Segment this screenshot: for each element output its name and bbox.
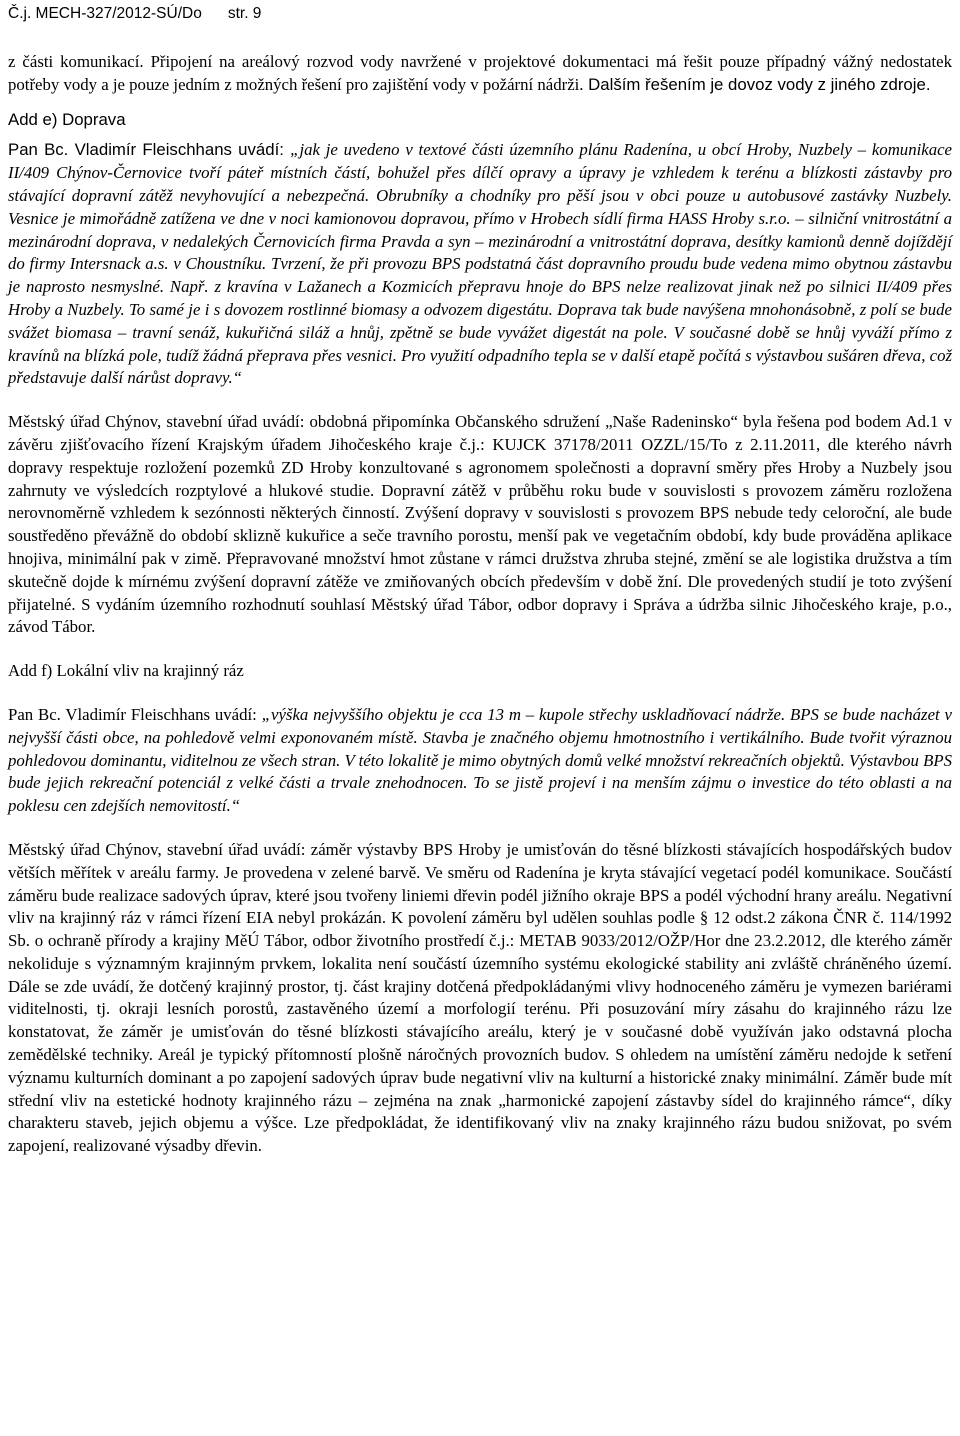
text-segment: Dalším řešením je dovoz vody z jiného zdroje. xyxy=(583,74,931,94)
objection-quote: „jak je uvedeno v textové části územního plánu Radenína, u obcí Hroby, Nuzbely – komunikace II/409 Chýnov-Černovice tvoří páteř místních částí, bohužel přes dílčí opravy a úpravy je vzhledem k terénu a blízkosti zástavby pro stávající dopravní zátěž nevyhovující a nebezpečná. Obrubníky a chodníky pro pěší jsou v obci pouze u autobusové zastávky Nuzbely. Vesnice je mimořádně zatížena ve dne v noci kamionovou dopravou, přímo v Hrobech sídlí firma HASS Hroby s.r.o. – silniční vnitrostátní a mezinárodní doprava, v nedalekých Černovicích firma Pravda a syn – mezinárodní a vnitrostátní doprava, desítky kamionů denně dojíždějí do firmy Intersnack a.s. v Choustníku. Tvrzení, že při provozu BPS podstatná část dopravního proudu bude vedena mimo obytnou zástavbu je naprosto nesmyslné. Např. z kravína v Lažanech a Kozmicích přepravu hnoje do BPS nelze realizovat jinak než po silnici II/409 přes Hroby a Nuzbely. To samé je i s dovozem rostlinné biomasy a odvozem digestátu. Doprava tak bude navýšena mnohonásobně, z polí se bude svážet biomasa – travní senáž, kukuřičná siláž a hnůj, zpětně se bude vyvážet digestát na pole. V současné době se hnůj vyváží přímo z kravínů na blízká pole, tudíž žádná přeprava přes vesnici. Pro využití odpadního tepla se v další etapě počítá s výstavbou sušáren dřeva, což představuje další nárůst dopravy.“ xyxy=(8,140,952,388)
paragraph-response-landscape: Městský úřad Chýnov, stavební úřad uvádí: záměr výstavby BPS Hroby je umisťován do těsné blízkosti stávajících hospodářských budov větších měřítek v areálu farmy. Je provedena v zelené barvě. Ve směru od Radenína je kryta stávající vegetací podél komunikace. Součástí záměru bude realizace sadových úprav, které jsou tvořeny liniemi dřevin podél jižního okraje BPS a podél východní hrany areálu. Negativní vliv na krajinný ráz v rámci řízení EIA nebyl prokázán. K povolení záměru byl udělen souhlas podle § 12 odst.2 zákona ČNR č. 114/1992 Sb. o ochraně přírody a krajiny MěÚ Tábor, odbor životního prostředí č.j.: METAB 9033/2012/OŽP/Hor dne 23.2.2012, dle kterého záměr nekoliduje s významným krajinným prvkem, lokalita není součástí územního systému ekologické stability ani zvláště chráněného území. Dále se zde uvádí, že dotčený krajinný prostor, tj. část krajiny dotčená předpokládanými vlivy hodnoceného záměru je vymezen bariérami viditelnosti, tj. okraji lesních porostů, zastavěného území a morfologií terénu. Při posuzování míry zásahu do krajinného rázu lze konstatovat, že záměr je umisťován do těsné blízkosti stávajícího areálu, který je v současné době využíván jako odstavná plocha zemědělské techniky. Areál je typický přítomností plošně náročných provozních budov. S ohledem na umístění záměru nedojde k setření významu kulturních dominant a po zapojení sadových úprav bude negativní vliv na kulturní a historické znaky minimální. Záměr bude mít střední vliv na estetické hodnoty krajinného rázu – zejména na znak „harmonické zapojení zástavby sídel do krajinného rámce“, díky charakteru staveb, jejich objemu a výšce. Lze předpokládat, že identifikovaný vliv na znaky krajinného rázu budou snižovat, po svém zapojení, realizované výsadby dřevin. xyxy=(8,839,952,1156)
section-heading-landscape: Add f) Lokální vliv na krajinný ráz xyxy=(8,661,244,681)
objection-intro: Vladimír Fleischhans uvádí: xyxy=(68,140,291,160)
document-body xyxy=(8,51,952,1158)
paragraph-response-traffic: Městský úřad Chýnov, stavební úřad uvádí: obdobná připomínka Občanského sdružení „Naše Radeninsko“ byla řešena pod bodem Ad.1 v závěru zjišťovacího řízení Krajským úřadem Jihočeského kraje č.j.: KUJCK 37178/2011 OZZL/15/To z 2.11.2011, dle kterého návrh dopravy respektuje rozložení pozemků ZD Hroby konzultované s agronomem společnosti a dopravní směry přes Hroby a Nuzbely jsou zahrnuty ve výsledcích rozptylové a hlukové studie. Dopravní zátěž v průběhu roku bude v souvislosti s provozem záměru rozložena nerovnoměrně vzhledem k sezónnosti některých činností. Zvýšení dopravy v souvislosti s provozem BPS nebude tedy celoroční, ale bude soustředěno převážně do období sklizně kukuřice a seče travního porostu, menší pak ve vegetačním období, kdy bude prováděna aplikace hnojiva, minimální pak v zimě. Přepravované množství hmot zůstane v rámci družstva zhruba stejné, změní se ale logistika družstva a tím skutečně dojde k mírnému zvýšení dopravní zátěže ve zmiňovaných obcích především v době žní. Dle provedených studií je toto zvýšení přijatelné. S vydáním územního rozhodnutí souhlasí Městský úřad Tábor, odbor dopravy i Správa a údržba silnic Jihočeského kraje, p.o., závod Tábor. xyxy=(8,412,952,637)
text-segment: Připojení na areálový rozvod vody navržené v projektové dokumentaci má řešit pouze případný vážný nedostatek potřeby vody a je pouze jedním z možných řešení pro zajištění vody v požární nádrži. xyxy=(8,52,952,94)
page-header xyxy=(8,4,261,24)
reference-number: Č.j. MECH-327/2012-SÚ/Do xyxy=(8,5,202,22)
speaker-name: Pan Bc. xyxy=(8,140,69,160)
page-number: str. 9 xyxy=(227,5,262,22)
objection-quote: „výška nejvyššího objektu je cca 13 m – kupole střechy uskladňovací nádrže. BPS se bude nacházet v nejvyšší části obce, na pohledově velmi exponovaném místě. Stavba je značného objemu hmotnostního i vertikálního. Bude tvořit výraznou pohledovou dominantu, viditelnou ze všech stran. V této lokalitě je mimo obytných domů velké množství rekreačních objektů. Výstavbou BPS bude jejich rekreační potenciál z velké části a trvale znehodnocen. To se jistě projeví i na menším zájmu o investice do této oblasti a na poklesu cen zdejších nemovitostí.“ xyxy=(8,704,953,816)
objection-intro: Pan Bc. Vladimír Fleischhans uvádí: xyxy=(8,704,262,724)
text-segment: z části komunikací. xyxy=(8,52,144,71)
paragraph-water-supply xyxy=(8,51,952,97)
paragraph-objection-traffic xyxy=(8,139,952,390)
paragraph-objection-landscape xyxy=(8,704,952,818)
section-heading-traffic: Add e) Doprava xyxy=(8,109,126,129)
